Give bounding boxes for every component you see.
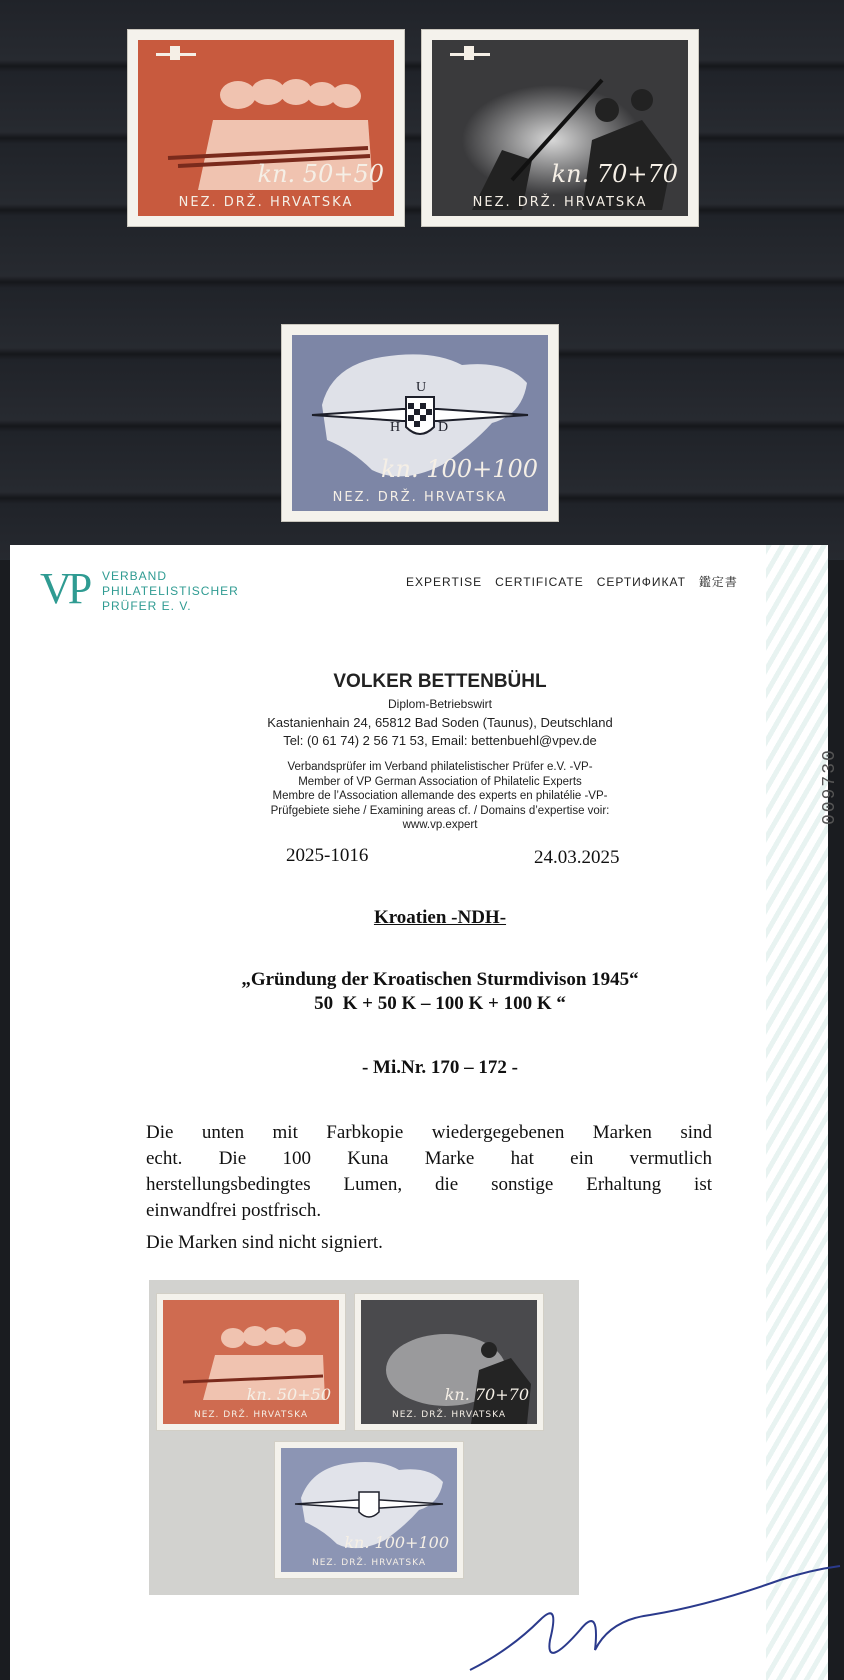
copy-night-assault-illustration: [361, 1300, 537, 1424]
emblem-letter-right: D: [438, 420, 449, 435]
vp-logo: VP: [40, 564, 89, 613]
stamp-value: kn. 70+70: [551, 160, 678, 188]
copy-soldiers-illustration: [163, 1300, 339, 1424]
membership-link[interactable]: www.vp.expert: [402, 819, 478, 831]
membership-line: Membre de l’Association allemande des experts en philatélie -VP-: [272, 790, 608, 802]
certificate-number: 2025-1016: [286, 845, 369, 866]
emblem-letter-left: H: [390, 420, 401, 435]
stamp-50-50[interactable]: [128, 30, 404, 226]
stamp-100-100-design: [292, 335, 548, 511]
issue-title: „Gründung der Kroatischen Sturmdivison 1945“: [241, 969, 639, 990]
association-name: [102, 569, 239, 614]
findings-text: [146, 1120, 712, 1256]
expert-title: Diplom-Betriebswirt: [387, 697, 493, 711]
copy-stamp-legend: NEZ. DRŽ. HRVATSKA: [391, 1410, 507, 1420]
emblem-letter-top: U: [416, 380, 427, 395]
findings-line: echt. Die 100 Kuna Marke hat ein vermutlich: [146, 1148, 712, 1169]
stamp-value: kn. 50+50: [257, 160, 384, 188]
stamp-70-70-design: [432, 40, 688, 216]
map-emblem-illustration: [292, 335, 548, 511]
expert-address: Kastanienhain 24, 65812 Bad Soden (Taunus), Deutschland: [267, 715, 613, 730]
copy-map-emblem-illustration: [281, 1448, 457, 1572]
association-line-3: PRÜFER E. V.: [102, 599, 192, 613]
copy-stamp-value: kn. 70+70: [444, 1385, 529, 1404]
copy-stamp-legend: NEZ. DRŽ. HRVATSKA: [193, 1410, 309, 1420]
stamp-value: kn. 100+100: [381, 455, 538, 483]
expert-signature: [450, 1560, 844, 1680]
copy-stamp-legend: NEZ. DRŽ. HRVATSKA: [311, 1558, 427, 1568]
membership-line: Prüfgebiete siehe / Examining areas cf. / Domains d’expertise voir:: [270, 804, 610, 817]
copy-stamp-50-50: [157, 1294, 345, 1430]
membership-block: [130, 760, 750, 833]
security-pattern-strip: [766, 545, 828, 1680]
stamp-70-70[interactable]: [422, 30, 698, 226]
stock-page: [0, 0, 844, 560]
certificate-date: 24.03.2025: [534, 847, 620, 868]
serial-number: 009730: [820, 748, 840, 825]
soldiers-illustration: [138, 40, 394, 216]
document-types: EXPERTISE CERTIFICATE СЕРТИФИКАТ 鑑定書: [406, 575, 738, 589]
copy-stamp-value: kn. 100+100: [344, 1533, 449, 1552]
expertise-certificate: [10, 545, 840, 1680]
expert-name: VOLKER BETTENBÜHL: [333, 671, 547, 692]
signature-note: Die Marken sind nicht signiert.: [146, 1232, 383, 1253]
night-assault-illustration: [432, 40, 688, 216]
stamp-legend: NEZ. DRŽ. HRVATSKA: [332, 490, 508, 505]
findings-line: herstellungsbedingtes Lumen, die sonstige Erhaltung ist: [146, 1174, 712, 1195]
color-copy-panel: [149, 1280, 579, 1595]
stamp-50-50-design: [138, 40, 394, 216]
stamp-100-100[interactable]: [282, 325, 558, 521]
copy-stamp-70-70: [355, 1294, 543, 1430]
country-heading: Kroatien -NDH-: [373, 907, 507, 928]
catalog-number: - Mi.Nr. 170 – 172 -: [361, 1057, 519, 1078]
findings-line: Die unten mit Farbkopie wiedergegebenen Marken sind: [146, 1122, 712, 1143]
membership-line: Member of VP German Association of Philatelic Experts: [298, 775, 582, 788]
copy-stamp-value: kn. 50+50: [246, 1385, 331, 1404]
association-line-2: PHILATELISTISCHER: [102, 584, 239, 598]
stamp-legend: NEZ. DRŽ. HRVATSKA: [178, 195, 354, 210]
expert-contact: Tel: (0 61 74) 2 56 71 53, Email: bettenbuehl@vpev.de: [283, 733, 597, 748]
findings-line: einwandfrei postfrisch.: [146, 1200, 322, 1221]
copy-stamp-100-100: [275, 1442, 463, 1578]
denominations: 50 K + 50 K – 100 K + 100 K “: [314, 993, 566, 1014]
association-line-1: VERBAND: [102, 569, 168, 583]
membership-line: Verbandsprüfer im Verband philatelistischer Prüfer e.V. -VP-: [287, 761, 593, 773]
stamp-legend: NEZ. DRŽ. HRVATSKA: [472, 195, 648, 210]
